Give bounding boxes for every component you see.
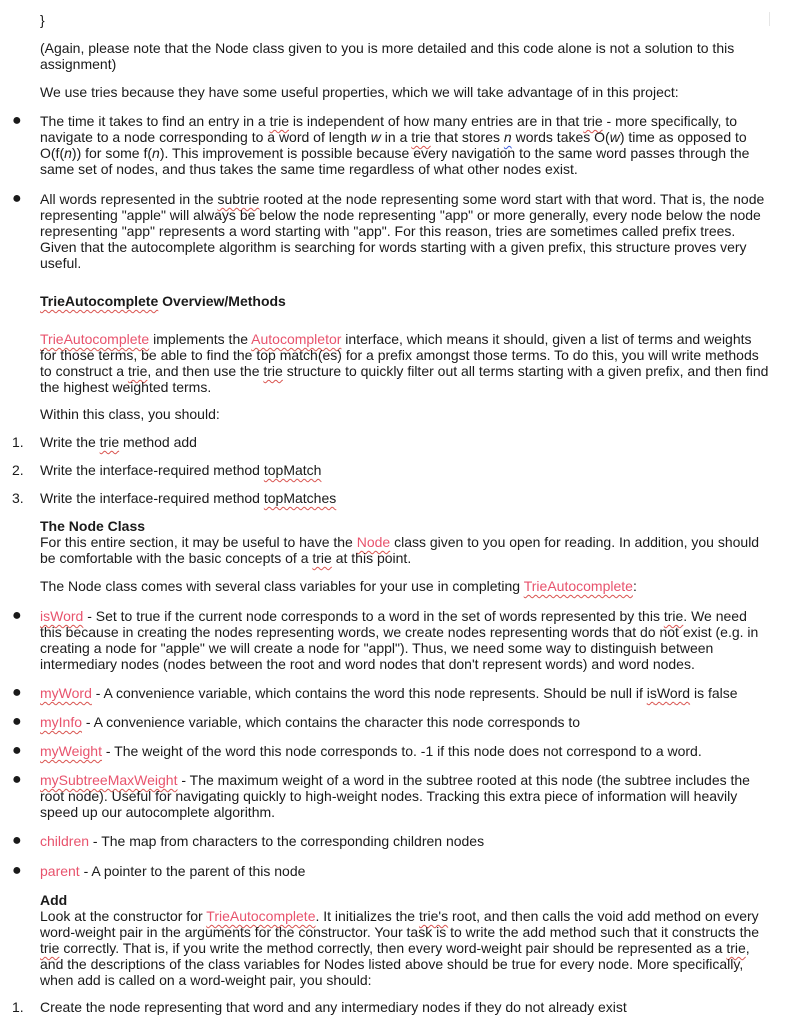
add-heading: Add <box>40 892 68 908</box>
node-class-heading: The Node Class <box>40 518 146 534</box>
misspelled-word: trie <box>269 113 290 129</box>
variable-item-parent: ● parent - A pointer to the parent of this node <box>12 862 306 879</box>
overview-heading: TrieAutocomplete Overview/Methods <box>40 293 286 309</box>
within-class-text: Within this class, you should: <box>40 406 220 422</box>
variable-name[interactable]: myInfo <box>40 714 83 730</box>
add-paragraph: Look at the constructor for TrieAutocomplete. It initializes the trie's root, and then calls the void add method on every word-weight pair in the arguments for the constructor. Your task is to write the add method such that it constructs the trie correctly. That is, if you write the method correctly, then every word-weight pair should be represented as a trie, and the descriptions of the class variables for Nodes listed above should be true for every node. More specifically, when add is called on a word-weight pair, you should: <box>40 908 760 988</box>
node-class-paragraph: For this entire section, it may be useful to have the Node class given to you open for reading. In addition, you should be comfortable with the basic concepts of a trie at this point. <box>40 534 760 566</box>
variable-name[interactable]: isWord <box>40 608 84 624</box>
overview-step-1: 1. Write the trie method add <box>12 434 197 450</box>
trieautocomplete-link[interactable]: TrieAutocomplete <box>523 578 633 594</box>
closing-brace: } <box>40 12 45 28</box>
bullet-icon: ● <box>12 112 22 129</box>
overview-paragraph: TrieAutocomplete implements the Autocompletor interface, which means it should, given a list of terms and weights for those terms, be able to find the top match(es) for a prefix amongst those terms. To do this, you will write methods to construct a trie, and then use the trie structure to quickly filter out all terms starting with a given prefix, and then find the highest weighted terms. <box>40 331 769 395</box>
variable-name[interactable]: children <box>40 833 90 849</box>
variable-name[interactable]: myWord <box>40 685 92 701</box>
bullet-icon: ● <box>12 190 22 207</box>
variable-item-mysubtreemaxweight: ● mySubtreeMaxWeight - The maximum weight of a word in the subtree rooted at this node (the subtree includes the root node). Useful for navigating quickly to high-weight nodes. Tracking this extra piece of information will heavily speed up our autocomplete algorithm. <box>12 771 750 820</box>
trieautocomplete-link[interactable]: TrieAutocomplete <box>40 331 150 347</box>
variable-name[interactable]: myWeight <box>40 743 102 759</box>
variable-name[interactable]: parent <box>40 863 80 879</box>
variable-item-myinfo: ● myInfo - A convenience variable, which contains the character this node corresponds to <box>12 713 581 730</box>
overview-step-2: 2. Write the interface-required method topMatch <box>12 462 322 478</box>
variable-item-myweight: ● myWeight - The weight of the word this node corresponds to. -1 if this node does not correspond to a word. <box>12 742 702 759</box>
node-variables-intro: The Node class comes with several class variables for your use in completing TrieAutocomplete: <box>40 578 637 594</box>
variable-item-myword: ● myWord - A convenience variable, which contains the word this node represents. Should be null if isWord is false <box>12 684 738 701</box>
property-item-2: ● All words represented in the subtrie rooted at the node representing some word start with that word. That is, the node representing "apple" will always be below the node representing "app" or more generally, every node below the node representing "app" represents a word starting with "app". For this reason, tries are sometimes called prefix trees. Given that the autocomplete algorithm is searching for words starting with a given prefix, this structure proves very useful. <box>12 190 765 271</box>
variable-item-isword: ● isWord - Set to true if the current node corresponds to a word in the set of words represented by this trie. We need this because in creating the nodes representing words, we create nodes representing words that do not exist (e.g. in creating a node for "apple" we will create a node for "appl"). Thus, we need some way to distinguish between intermediary nodes (nodes between the root and word nodes that don't represent words) and word nodes. <box>12 607 759 672</box>
autocompletor-link[interactable]: Autocompletor <box>251 331 342 347</box>
property-item-1: ● The time it takes to find an entry in a trie is independent of how many entries are in that trie - more specifically, to navigate to a node corresponding to a word of length w in a trie that stores n words takes O(w) time as opposed to O(f(n)) for some f(n). This improvement is possible because every navigation to the same word passes through the same set of nodes, and thus takes the same time regardless of what other nodes exist. <box>12 112 750 177</box>
trieautocomplete-link[interactable]: TrieAutocomplete <box>206 908 316 924</box>
variable-item-children: ● children - The map from characters to the corresponding children nodes <box>12 832 485 849</box>
variable-name[interactable]: mySubtreeMaxWeight <box>40 772 178 788</box>
note-paragraph: (Again, please note that the Node class given to you is more detailed and this code alone is not a solution to this assignment) <box>40 40 735 72</box>
misspelled-word: subtrie <box>217 191 260 207</box>
add-step-1: 1. Create the node representing that word and any intermediary nodes if they do not already exist <box>12 999 627 1015</box>
node-link[interactable]: Node <box>356 534 391 550</box>
tries-intro: We use tries because they have some useful properties, which we will take advantage of in this project: <box>40 84 679 100</box>
overview-step-3: 3. Write the interface-required method topMatches <box>12 490 337 506</box>
